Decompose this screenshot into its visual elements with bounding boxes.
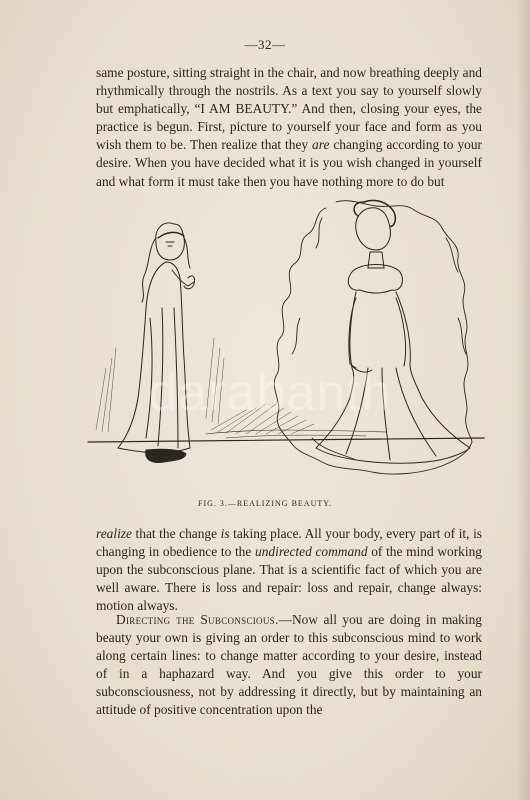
figure-caption: FIG. 3.—REALIZING BEAUTY. <box>198 499 332 508</box>
paragraph-2-emphasis-realize: realize <box>96 526 132 541</box>
paragraph-3-text: —Now all you are doing in making beauty your own is giving an order to this subconscious mind to work along certain lines: to change matter according to your desire, instead of in a haphazard way. And you give this order to your subconsciousness, not by addressing it directly, but by maintaining an attitude of positive concentration upon the <box>96 612 482 718</box>
paragraph-2 <box>96 525 482 615</box>
paragraph-2-text-c: of the mind working upon the subconscious plane. That is a scientific fact of which you are well aware. There is loss and repair: loss and repair, change always: motion always. <box>96 544 482 614</box>
paragraph-1 <box>96 64 482 191</box>
illustration-svg <box>86 198 486 498</box>
page-number: —32— <box>244 37 286 52</box>
paragraph-3 <box>96 611 482 720</box>
watermark: darabanth <box>148 364 392 422</box>
paragraph-1-text-a: same posture, sitting straight in the chair, and now breathing deeply and rhythmically through the nostrils. As a text you say to yourself slowly but emphatically, “I AM BEAUTY.” And then, closing your eyes, the practice is begun. First, picture to yourself your face and form as you wish them to be. Then realize that they <box>96 65 482 153</box>
paragraph-2-emphasis-is: is <box>220 526 230 541</box>
illustration-realizing-beauty <box>86 198 486 498</box>
paragraph-1-text-b: changing according to your desire. When you have decided what it is you wish changed in yourself and what form it must take then you have nothing more to do but <box>96 137 482 189</box>
paragraph-2-emphasis-command: undirected command <box>255 544 368 560</box>
paragraph-2-text-a: that the change <box>131 526 221 541</box>
paragraph-1-emphasis: are <box>312 137 330 153</box>
page-edge-shadow <box>516 0 530 800</box>
section-heading: Directing the Subconscious. <box>116 612 279 627</box>
paragraph-2-text-b: taking place. All your body, every part of it, is changing in obedience to the <box>96 526 482 560</box>
